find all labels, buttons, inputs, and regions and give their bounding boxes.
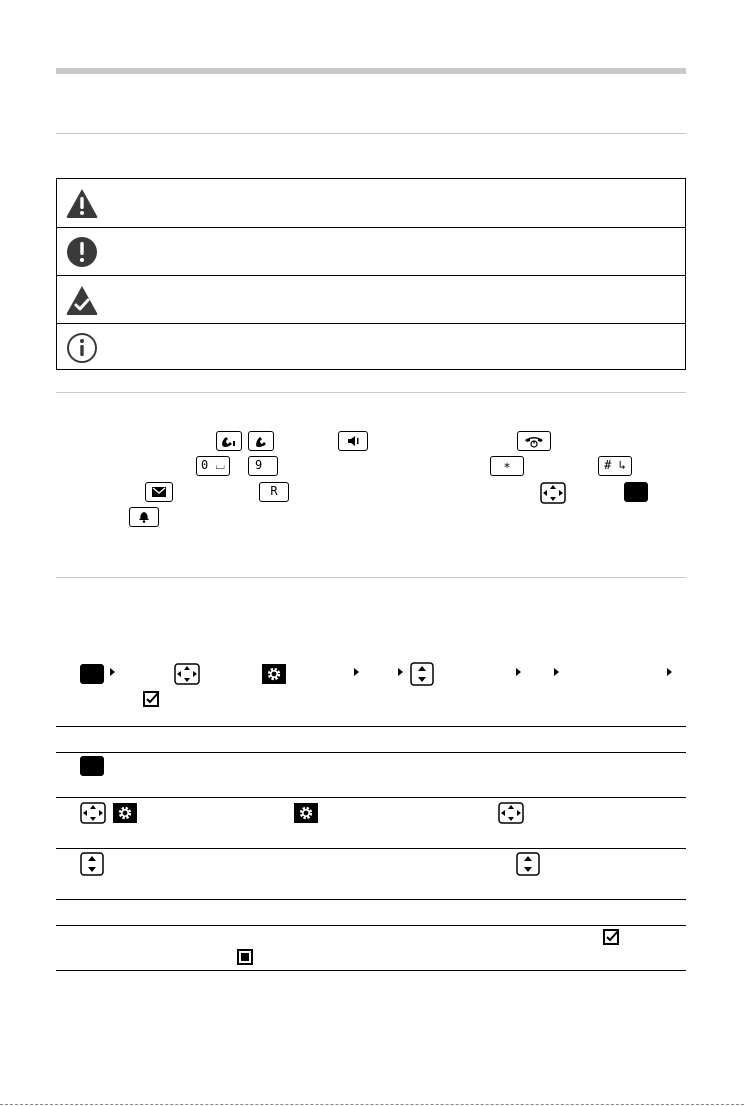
step-arrow-icon (516, 668, 521, 676)
end-call-icon (523, 434, 545, 448)
control-key-4way-icon (174, 663, 200, 685)
table-rule (56, 925, 686, 926)
control-key-updown-icon (516, 852, 540, 876)
talk-key (248, 431, 274, 451)
icon-row-prerequisite (57, 275, 685, 324)
display-key (80, 664, 104, 684)
step-arrow-icon (354, 668, 359, 676)
talk-handsfree-key (216, 431, 242, 451)
step-arrow-icon (398, 668, 403, 676)
digit-0-key: 0 ⌴ (196, 456, 230, 476)
table-rule (56, 899, 686, 900)
section-divider (56, 392, 686, 393)
checkbox-unchecked-icon (236, 948, 254, 966)
table-rule (56, 797, 686, 798)
page-header-bar (56, 68, 686, 74)
attention-circle-icon (65, 236, 99, 268)
settings-gear-icon (113, 803, 137, 823)
icon-row-info (57, 323, 685, 372)
check-triangle-icon (65, 284, 99, 316)
end-call-key (517, 431, 551, 451)
hash-key: # ↳ (598, 456, 632, 476)
step-arrow-icon (554, 668, 559, 676)
warning-triangle-icon (65, 187, 99, 219)
table-rule (56, 848, 686, 849)
handsfree-key (338, 431, 368, 451)
control-key-updown-icon (80, 852, 104, 876)
control-key-4way-icon (498, 802, 524, 824)
table-rule (56, 726, 686, 727)
speaker-icon (346, 435, 360, 447)
icon-row-warning (57, 179, 685, 227)
handset-handsfree-icon (220, 434, 238, 448)
page-edge (0, 1104, 744, 1105)
section-divider (56, 133, 686, 134)
step-arrow-icon (667, 668, 672, 676)
settings-gear-icon (262, 664, 286, 684)
icon-row-attention (57, 227, 685, 276)
control-key-updown-icon (410, 662, 434, 686)
table-rule (56, 752, 686, 753)
ringer-key (129, 507, 159, 527)
info-circle-icon (65, 332, 99, 364)
display-key (624, 482, 648, 502)
star-key: ∗ (490, 456, 524, 476)
control-key-4way-icon (80, 802, 106, 824)
handset-icon (253, 434, 269, 448)
control-key-4way-icon (540, 482, 566, 504)
message-key (145, 482, 173, 502)
settings-gear-icon (294, 803, 318, 823)
bell-icon (138, 511, 150, 523)
table-rule (56, 970, 686, 971)
section-divider (56, 577, 686, 578)
icon-legend-table (56, 178, 686, 370)
digit-9-key: 9 (248, 456, 278, 476)
recall-key: R (259, 482, 289, 502)
step-arrow-icon (110, 668, 115, 676)
checkbox-checked-icon (142, 690, 160, 708)
envelope-icon (152, 487, 166, 497)
checkbox-checked-icon (602, 928, 620, 946)
display-key (80, 756, 104, 776)
